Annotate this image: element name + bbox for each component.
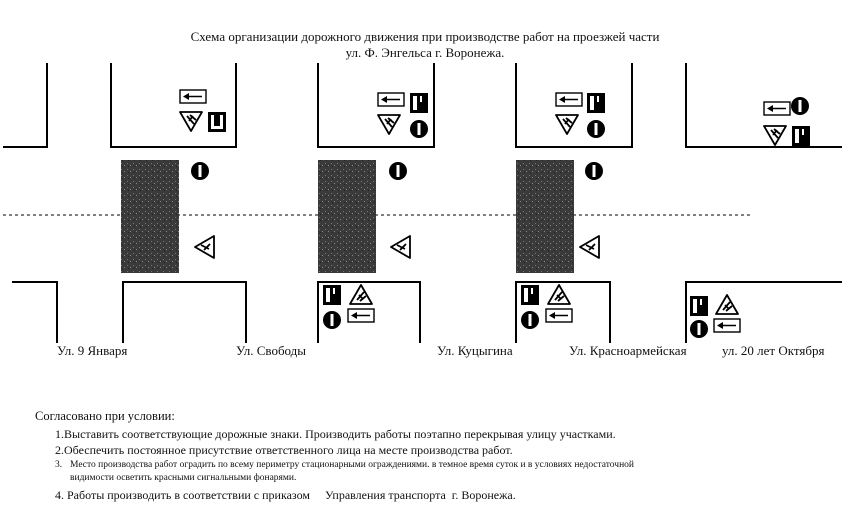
roadwork-sign xyxy=(180,112,202,131)
conditions-heading: Согласовано при условии: xyxy=(35,409,175,423)
detour-arrow-sign xyxy=(546,309,572,322)
no-entry-sign xyxy=(521,311,539,329)
detour-arrow-sign xyxy=(378,93,404,106)
sign-group-bottom-2 xyxy=(521,285,572,329)
detour-arrow-sign xyxy=(556,93,582,106)
street-label: Ул. Свободы xyxy=(236,343,307,358)
detour-arrow-sign xyxy=(764,102,790,115)
roadwork-sign xyxy=(548,285,570,304)
sign-group-top-3 xyxy=(556,93,605,138)
no-entry-sign xyxy=(191,162,209,180)
work-zone-1 xyxy=(121,160,179,273)
street-label: Ул. Куцыгина xyxy=(437,343,513,358)
work-zone-2 xyxy=(318,160,376,273)
no-entry-sign xyxy=(690,320,708,338)
no-entry-sign xyxy=(585,162,603,180)
condition-item-1: 1.Выставить соответствующие дорожные знаки. Производить работы поэтапно перекрывая улицу участками. xyxy=(55,427,616,441)
sign-group-top-2 xyxy=(378,93,428,138)
roadwork-sign xyxy=(195,236,214,258)
condition-item-3-line1: Место производства работ оградить по всему периметру стационарными ограждениями. в темное время суток и в условиях недостаточной xyxy=(70,460,634,470)
condition-item-3-line2: видимости осветить красными сигнальными фонарями. xyxy=(70,473,297,483)
street-label: Ул. 9 Января xyxy=(57,343,128,358)
detour-arrow-sign xyxy=(348,309,374,322)
roadwork-sign xyxy=(716,295,738,314)
roadwork-sign xyxy=(391,236,410,258)
roadwork-sign xyxy=(556,115,578,134)
lane-restriction-sign xyxy=(521,285,539,305)
street-label: Ул. Красноармейская xyxy=(569,343,687,358)
no-entry-sign xyxy=(791,97,809,115)
detour-arrow-sign xyxy=(180,90,206,103)
lane-restriction-sign xyxy=(208,112,226,132)
lane-restriction-sign xyxy=(587,93,605,113)
detour-arrow-sign xyxy=(714,319,740,332)
sign-group-top-4 xyxy=(764,97,810,146)
no-entry-sign xyxy=(587,120,605,138)
condition-item-2: 2.Обеспечить постоянное присутствие ответственного лица на месте производства работ. xyxy=(55,443,513,457)
no-entry-sign xyxy=(323,311,341,329)
lane-restriction-sign xyxy=(690,296,708,316)
work-zone-3 xyxy=(516,160,574,273)
sign-group-bottom-1 xyxy=(323,285,374,329)
roadwork-sign xyxy=(580,236,599,258)
sign-group-top-1 xyxy=(180,90,226,132)
sign-group-bottom-3 xyxy=(690,295,740,338)
street-label: ул. 20 лет Октября xyxy=(722,343,825,358)
diagram-subtitle: ул. Ф. Энгельса г. Воронежа. xyxy=(345,45,505,60)
condition-item-3-number: 3. xyxy=(55,460,63,470)
no-entry-sign xyxy=(410,120,428,138)
lane-restriction-sign xyxy=(410,93,428,113)
condition-item-4: 4. Работы производить в соответствии с приказом Управления транспорта г. Воронежа. xyxy=(55,488,516,502)
no-entry-sign xyxy=(389,162,407,180)
roadwork-sign xyxy=(350,285,372,304)
diagram-title: Схема организации дорожного движения при производстве работ на проезжей части xyxy=(190,29,660,44)
roadwork-sign xyxy=(764,126,786,145)
lane-restriction-sign xyxy=(323,285,341,305)
roadwork-sign xyxy=(378,115,400,134)
lane-restriction-sign xyxy=(792,126,810,146)
